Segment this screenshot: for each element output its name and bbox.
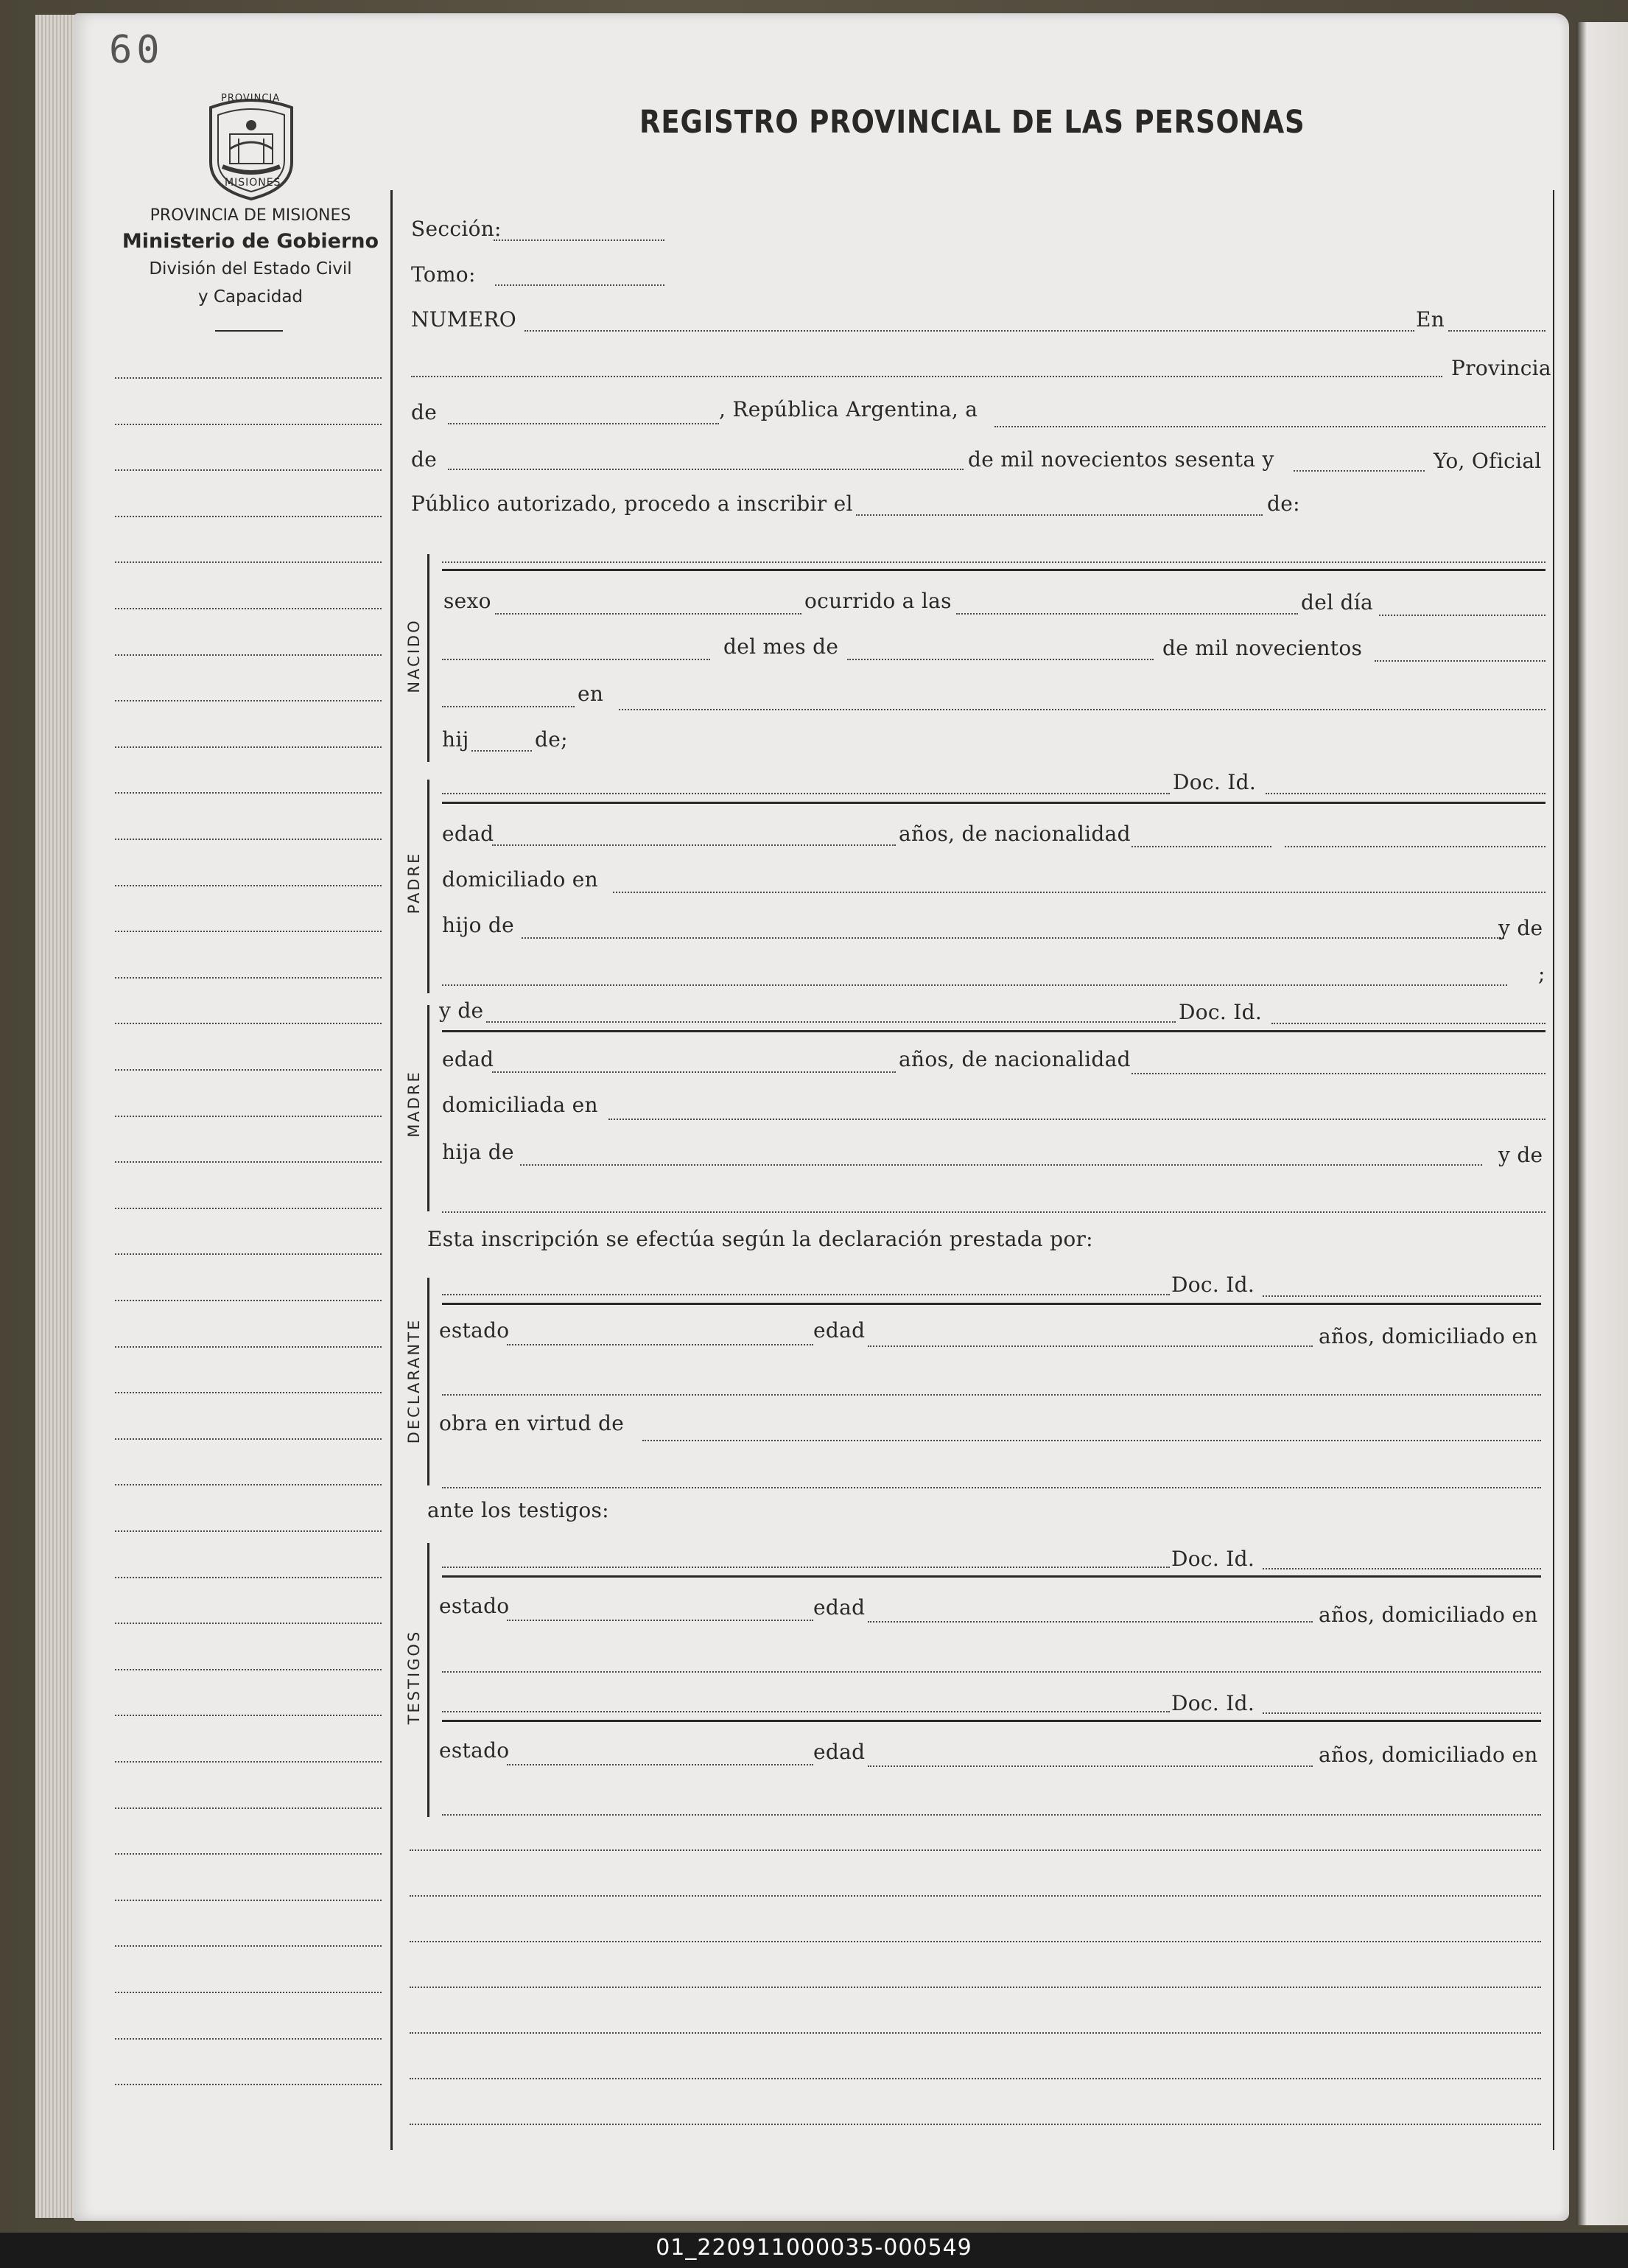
right-column-rule	[1553, 190, 1554, 2150]
label-anos-testigo1: años, domiciliado en	[1319, 1603, 1538, 1627]
field-nombre-padre[interactable]	[442, 793, 1170, 794]
label-edad-padre: edad	[442, 822, 494, 846]
field-doc-madre[interactable]	[1271, 1023, 1545, 1024]
label-mil-novecientos: de mil novecientos	[1162, 636, 1363, 660]
left-column-rule	[390, 190, 393, 2150]
closing-note-line[interactable]	[410, 1987, 1541, 1988]
margin-note-line[interactable]	[115, 792, 382, 794]
label-del-dia: del día	[1301, 590, 1374, 615]
seal-top-text: PROVINCIA	[221, 93, 281, 104]
label-edad-testigo2: edad	[813, 1740, 866, 1764]
label-ocurrido: ocurrido a las	[804, 589, 952, 613]
madre-bracket	[427, 1005, 429, 1211]
padre-top-rule	[442, 802, 1545, 804]
closing-note-line[interactable]	[410, 2078, 1541, 2079]
nacido-side-label: NACIDO	[405, 618, 423, 693]
label-estado-testigo1: estado	[439, 1594, 510, 1618]
margin-note-line[interactable]	[115, 1484, 382, 1485]
field-ano-continued[interactable]	[442, 706, 575, 707]
label-de-colon: de:	[1267, 491, 1300, 516]
declarante-bracket	[427, 1278, 429, 1485]
page-number: 60	[109, 28, 164, 72]
margin-note-line[interactable]	[115, 1392, 382, 1393]
field-testigo1-edad[interactable]	[868, 1621, 1313, 1623]
label-nacionalidad-padre: años, de nacionalidad	[899, 822, 1131, 846]
margin-note-line[interactable]	[115, 1669, 382, 1670]
margin-note-line[interactable]	[115, 1530, 382, 1532]
field-domicilio-madre[interactable]	[608, 1119, 1545, 1120]
form-title: REGISTRO PROVINCIAL DE LAS PERSONAS	[639, 104, 1305, 141]
field-tomo[interactable]	[495, 284, 664, 286]
label-del-mes: del mes de	[723, 634, 839, 659]
margin-note-line[interactable]	[115, 746, 382, 748]
field-obra-en-virtud[interactable]	[642, 1440, 1541, 1441]
label-hija-de: hija de	[442, 1140, 514, 1164]
closing-note-line[interactable]	[410, 2124, 1541, 2125]
field-padres-del-padre-2[interactable]	[442, 984, 1507, 986]
label-estado-declarante: estado	[439, 1318, 510, 1343]
field-en[interactable]	[1448, 330, 1545, 332]
label-hijo-de: hijo de	[442, 913, 515, 937]
label-en-lugar: en	[578, 682, 604, 706]
field-testigo1-nombre[interactable]	[442, 1567, 1170, 1568]
field-dia-continued[interactable]	[442, 659, 710, 660]
margin-note-line[interactable]	[115, 885, 382, 886]
field-testigo1-doc[interactable]	[1263, 1568, 1541, 1569]
closing-note-line[interactable]	[410, 1941, 1541, 1942]
madre-side-label: MADRE	[405, 1070, 423, 1138]
field-nombre-declarante[interactable]	[442, 1294, 1170, 1295]
margin-note-line[interactable]	[115, 1945, 382, 1947]
nacido-bracket	[427, 554, 429, 762]
margin-note-line[interactable]	[115, 469, 382, 471]
org-divider	[215, 330, 283, 332]
label-estado-testigo2: estado	[439, 1738, 510, 1763]
field-testigo2-estado[interactable]	[507, 1764, 813, 1765]
padre-bracket	[427, 780, 429, 993]
page-edges	[35, 15, 80, 2218]
padre-side-label: PADRE	[405, 851, 423, 914]
closing-note-line[interactable]	[410, 1849, 1541, 1851]
testigos-bracket	[427, 1543, 429, 1817]
label-en: En	[1416, 307, 1445, 332]
seal-bottom-text: MISIONES	[225, 177, 281, 189]
field-en-continued[interactable]	[411, 376, 1442, 377]
field-nombre-nacido[interactable]	[442, 561, 1545, 563]
label-edad-madre: edad	[442, 1047, 494, 1071]
ante-testigos-text: ante los testigos:	[427, 1498, 609, 1522]
label-y-de-padre: y de	[1498, 916, 1543, 940]
label-edad-declarante: edad	[813, 1318, 866, 1343]
field-testigo2-doc[interactable]	[1263, 1712, 1541, 1714]
field-obra-en-virtud-2[interactable]	[442, 1487, 1541, 1488]
margin-note-line[interactable]	[115, 700, 382, 701]
label-domiciliada-madre: domiciliada en	[442, 1093, 598, 1117]
madre-top-rule	[442, 1030, 1545, 1032]
margin-note-line[interactable]	[115, 1438, 382, 1440]
label-republica: , República Argentina, a	[719, 397, 978, 421]
label-provincia: Provincia	[1451, 356, 1551, 380]
label-yo-oficial: Yo, Oficial	[1434, 449, 1542, 473]
margin-note-line[interactable]	[115, 516, 382, 517]
field-ano-nacido[interactable]	[1375, 660, 1545, 662]
margin-note-line[interactable]	[115, 1853, 382, 1855]
field-domicilio-padre[interactable]	[613, 892, 1545, 893]
field-doc-padre[interactable]	[1266, 793, 1545, 794]
label-edad-testigo1: edad	[813, 1595, 866, 1620]
closing-note-line[interactable]	[410, 1895, 1541, 1897]
field-hora[interactable]	[956, 613, 1298, 615]
margin-note-line[interactable]	[115, 1346, 382, 1348]
field-edad-madre[interactable]	[492, 1071, 896, 1073]
field-doc-declarante[interactable]	[1263, 1295, 1541, 1297]
field-testigo2-edad[interactable]	[868, 1765, 1313, 1767]
field-edad-declarante[interactable]	[868, 1345, 1313, 1347]
field-ano[interactable]	[1294, 470, 1425, 472]
label-anos-declarante: años, domiciliado en	[1319, 1324, 1538, 1348]
label-obra: obra en virtud de	[439, 1411, 625, 1435]
label-doc-testigo2: Doc. Id.	[1171, 1691, 1255, 1715]
declarante-side-label: DECLARANTE	[405, 1317, 423, 1444]
field-hij-sufijo[interactable]	[471, 750, 532, 752]
form-page	[74, 13, 1569, 2221]
margin-note-line[interactable]	[115, 977, 382, 979]
label-de-provincia: de	[411, 400, 438, 424]
field-mes[interactable]	[448, 469, 964, 470]
field-nombre-madre[interactable]	[486, 1021, 1176, 1023]
margin-note-line[interactable]	[115, 1023, 382, 1024]
label-doc-madre: Doc. Id.	[1179, 1000, 1263, 1024]
margin-note-line[interactable]	[115, 1069, 382, 1071]
label-hij: hij	[442, 727, 469, 752]
margin-note-line[interactable]	[115, 1900, 382, 1901]
label-numero: NUMERO	[411, 307, 517, 332]
nacido-top-rule	[442, 569, 1545, 571]
label-domiciliado-padre: domiciliado en	[442, 867, 599, 892]
margin-note-line[interactable]	[115, 1300, 382, 1301]
field-padres-del-padre[interactable]	[522, 937, 1504, 939]
label-publico: Público autorizado, procedo a inscribir el	[411, 491, 853, 516]
label-anos-testigo2: años, domiciliado en	[1319, 1743, 1538, 1767]
field-nacionalidad-madre[interactable]	[1131, 1073, 1545, 1074]
field-padres-de-la-madre-2[interactable]	[442, 1211, 1545, 1213]
org-province: PROVINCIA DE MISIONES	[150, 206, 351, 225]
field-mes-nacido[interactable]	[847, 659, 1154, 660]
margin-note-line[interactable]	[115, 1253, 382, 1255]
image-id-caption: 01_220911000035-000549	[656, 2235, 972, 2261]
margin-note-line[interactable]	[115, 608, 382, 609]
field-testigo1-estado[interactable]	[507, 1620, 813, 1621]
label-tomo: Tomo:	[411, 262, 476, 287]
field-lugar-nacimiento[interactable]	[619, 709, 1545, 710]
testigo1-top-rule	[442, 1575, 1541, 1578]
field-estado-declarante[interactable]	[507, 1344, 813, 1345]
margin-note-line[interactable]	[115, 424, 382, 425]
testigos-side-label: TESTIGOS	[405, 1629, 423, 1725]
declaracion-text: Esta inscripción se efectúa según la declaración prestada por:	[427, 1227, 1093, 1251]
margin-note-line[interactable]	[115, 1761, 382, 1763]
label-y-de-madre: y de	[439, 998, 484, 1023]
margin-note-line[interactable]	[115, 1577, 382, 1578]
field-seccion[interactable]	[494, 239, 664, 241]
field-numero[interactable]	[524, 330, 1414, 332]
margin-note-line[interactable]	[115, 1715, 382, 1716]
label-y-de-madre-2: y de	[1498, 1143, 1543, 1167]
field-fecha-a[interactable]	[994, 426, 1545, 427]
margin-note-line[interactable]	[115, 1807, 382, 1809]
closing-note-line[interactable]	[410, 2032, 1541, 2034]
label-seccion: Sección:	[411, 217, 502, 241]
label-doc-testigo1: Doc. Id.	[1171, 1547, 1255, 1571]
margin-note-line[interactable]	[115, 1116, 382, 1117]
label-nacionalidad-madre: años, de nacionalidad	[899, 1047, 1131, 1071]
next-page-edge	[1576, 22, 1628, 2225]
margin-note-line[interactable]	[115, 839, 382, 840]
margin-note-line[interactable]	[115, 377, 382, 379]
label-mil-sesenta: de mil novecientos sesenta y	[968, 447, 1274, 472]
label-sexo: sexo	[443, 589, 491, 613]
field-testigo2-domicilio[interactable]	[442, 1814, 1541, 1816]
margin-note-line[interactable]	[115, 1161, 382, 1163]
label-de-padres: de;	[535, 727, 568, 752]
field-sexo[interactable]	[495, 613, 801, 615]
margin-note-line[interactable]	[115, 1623, 382, 1624]
margin-note-line[interactable]	[115, 1992, 382, 1993]
margin-note-line[interactable]	[115, 561, 382, 563]
margin-note-line[interactable]	[115, 654, 382, 656]
field-nacionalidad-padre-2[interactable]	[1285, 846, 1545, 847]
field-padres-de-la-madre[interactable]	[520, 1164, 1482, 1166]
label-doc-declarante: Doc. Id.	[1171, 1273, 1255, 1297]
org-capacity: y Capacidad	[197, 287, 304, 307]
margin-note-line[interactable]	[115, 1208, 382, 1209]
field-nacionalidad-padre[interactable]	[1131, 846, 1271, 847]
label-doc-padre: Doc. Id.	[1173, 770, 1257, 794]
org-division: División del Estado Civil	[149, 259, 352, 279]
field-provincia-de[interactable]	[448, 423, 719, 424]
field-tipo-acta[interactable]	[856, 514, 1263, 516]
field-dia[interactable]	[1379, 615, 1545, 616]
field-testigo1-domicilio[interactable]	[442, 1671, 1541, 1673]
declarante-top-rule	[442, 1303, 1541, 1305]
margin-note-line[interactable]	[115, 2084, 382, 2085]
field-domicilio-declarante[interactable]	[442, 1394, 1541, 1396]
label-semicolon: ;	[1538, 962, 1545, 986]
margin-note-line[interactable]	[115, 931, 382, 932]
field-edad-padre[interactable]	[492, 844, 896, 846]
testigo2-top-rule	[442, 1720, 1541, 1722]
field-testigo2-nombre[interactable]	[442, 1711, 1170, 1712]
margin-note-line[interactable]	[115, 2038, 382, 2040]
org-ministry: Ministerio de Gobierno	[122, 230, 379, 253]
label-de-mes: de	[411, 447, 438, 472]
